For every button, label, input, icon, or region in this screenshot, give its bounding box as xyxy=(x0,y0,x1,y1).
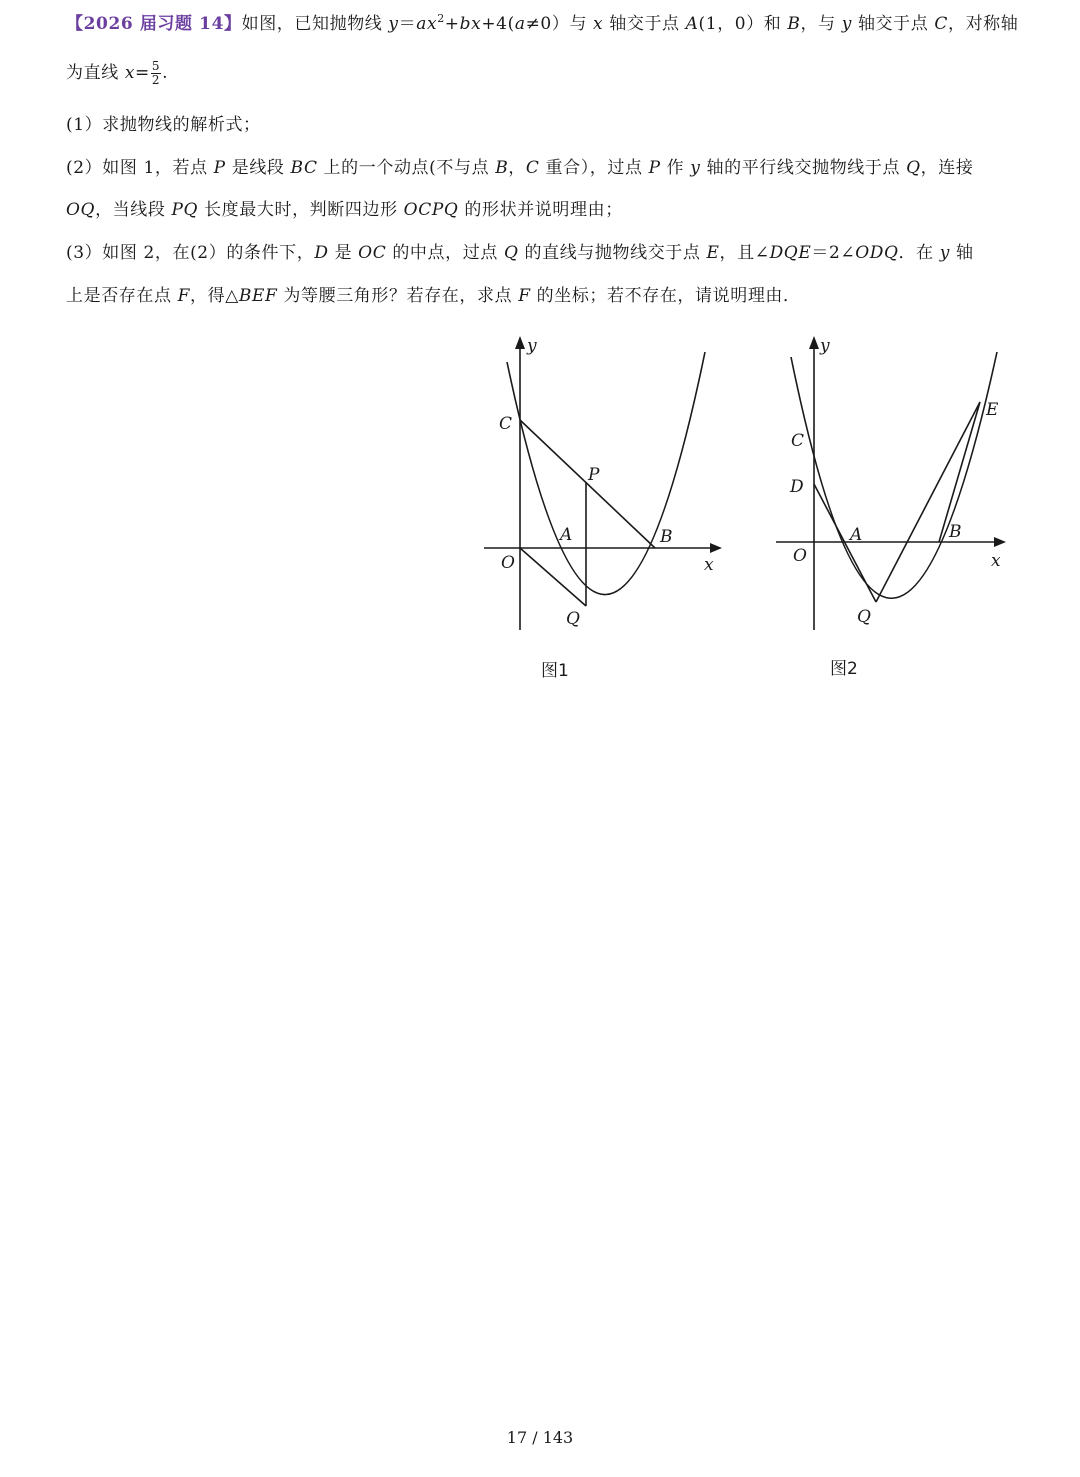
q2-text-f: 作 xyxy=(660,158,691,178)
eq-ne: ≠0）与 xyxy=(525,14,594,34)
axis-x: x xyxy=(124,63,135,83)
eq-sq: 2 xyxy=(437,12,445,25)
q3-text-l2a: 上是否存在点 xyxy=(66,286,178,306)
eq-bx: bx xyxy=(459,14,482,34)
q3-text-c: 的中点，过点 xyxy=(386,243,504,263)
q3-q: Q xyxy=(503,243,519,263)
q3-e: E xyxy=(706,243,720,263)
figure-1-caption: 图1 xyxy=(541,661,569,681)
question-3-line-1 xyxy=(66,241,974,265)
problem-line-2 xyxy=(66,60,168,87)
fig2-segment-be xyxy=(939,402,980,542)
q2-text-l2c: 的形状并说明理由； xyxy=(458,200,623,220)
intro-d: 轴交于点 xyxy=(851,14,935,34)
eq-a: a xyxy=(514,14,526,34)
fig1-label-x: x xyxy=(704,555,714,575)
q2-text-l2b: 长度最大时，判断四边形 xyxy=(198,200,404,220)
fig2-segment-dq xyxy=(814,484,876,602)
q3-text-l2c: 为等腰三角形？若存在，求点 xyxy=(277,286,519,306)
q1-text: (1）求抛物线的解析式； xyxy=(66,115,261,135)
q3-text-f: ＝2∠ xyxy=(811,243,856,263)
fig2-label-o: O xyxy=(793,546,807,566)
q2-b: B xyxy=(495,158,509,178)
q2-text-h: ，连接 xyxy=(920,158,974,178)
q2-ocpq: OCPQ xyxy=(403,200,459,220)
fig1-label-q: Q xyxy=(566,609,580,629)
fig2-label-q: Q xyxy=(857,607,871,627)
q3-text-e: ，且∠ xyxy=(719,243,770,263)
q3-text-g: ．在 xyxy=(898,243,940,263)
q2-text-a: (2）如图 1，若点 xyxy=(66,158,214,178)
q2-oq: OQ xyxy=(66,200,96,220)
q3-odq: ODQ xyxy=(855,243,899,263)
q2-y: y xyxy=(690,158,701,178)
q2-text-e: 重合），过点 xyxy=(539,158,649,178)
q3-text-d: 的直线与抛物线交于点 xyxy=(518,243,707,263)
axis-eq: = xyxy=(135,63,150,83)
fig2-label-a: A xyxy=(850,525,863,545)
fig1-label-a: A xyxy=(560,525,573,545)
figure-2-caption: 图2 xyxy=(830,659,858,679)
q2-pq: PQ xyxy=(171,200,199,220)
pt-a: A xyxy=(685,14,699,34)
q3-y: y xyxy=(939,243,950,263)
q3-text-b: 是 xyxy=(328,243,359,263)
problem-intro-a: 如图，已知抛物线 xyxy=(241,14,389,34)
eq-ax: ax xyxy=(416,14,438,34)
q2-c: C xyxy=(525,158,540,178)
fig2-x-arrow xyxy=(994,537,1006,547)
q2-p2: P xyxy=(648,158,661,178)
q2-bc: BC xyxy=(290,158,318,178)
fig1-label-o: O xyxy=(501,553,515,573)
eq-four: +4( xyxy=(481,14,515,34)
page-number: 17 / 143 xyxy=(506,1428,574,1447)
q2-p: P xyxy=(213,158,226,178)
eq-plus: + xyxy=(444,14,460,34)
y-var: y xyxy=(841,14,852,34)
q2-text-b: 是线段 xyxy=(225,158,291,178)
q3-text-h: 轴 xyxy=(949,243,974,263)
axis-text: 为直线 xyxy=(66,63,125,83)
intro-e: ，对称轴 xyxy=(947,14,1019,34)
q3-text-a: (3）如图 2，在(2）的条件下， xyxy=(66,243,315,263)
question-2-line-1 xyxy=(66,156,973,180)
eq-eq: ＝ xyxy=(398,14,417,34)
q3-oc: OC xyxy=(358,243,387,263)
coord-a: (1，0）和 xyxy=(698,14,788,34)
fig2-y-arrow xyxy=(809,336,819,349)
q3-d: D xyxy=(314,243,329,263)
q2-text-c: 上的一个动点(不与点 xyxy=(317,158,496,178)
q3-f2: F xyxy=(518,286,531,306)
fig2-label-b: B xyxy=(949,522,962,542)
q3-f: F xyxy=(177,286,191,306)
fig1-y-arrow xyxy=(515,336,525,349)
q3-bef: BEF xyxy=(238,286,278,306)
frac-num: 5 xyxy=(151,59,161,73)
q3-text-l2b: ，得△ xyxy=(190,286,239,306)
fig1-label-b: B xyxy=(660,527,673,547)
fig1-label-c: C xyxy=(499,414,513,434)
fig2-label-x: x xyxy=(991,551,1001,571)
fig2-label-c: C xyxy=(791,431,805,451)
fig1-x-arrow xyxy=(710,543,722,553)
eq-y: y xyxy=(388,14,399,34)
fig2-label-e: E xyxy=(986,400,999,420)
pt-c: C xyxy=(934,14,948,34)
intro-b: 轴交于点 xyxy=(603,14,686,34)
figure-2 xyxy=(765,325,1015,655)
x-var: x xyxy=(593,14,604,34)
q3-dqe: DQE xyxy=(769,243,812,263)
fig1-segment-oq xyxy=(520,548,586,606)
fig2-label-d: D xyxy=(790,477,804,497)
figure-1 xyxy=(470,325,740,655)
fig1-label-p: P xyxy=(588,465,600,485)
question-1 xyxy=(66,113,261,137)
q2-text-d: ， xyxy=(508,158,526,178)
fig1-label-y: y xyxy=(527,336,537,356)
question-3-line-2 xyxy=(66,284,801,308)
fraction-five-halves xyxy=(151,60,161,87)
q2-text-g: 轴的平行线交抛物线于点 xyxy=(700,158,907,178)
problem-line-1 xyxy=(66,12,1018,36)
q2-q: Q xyxy=(906,158,921,178)
frac-den: 2 xyxy=(151,73,161,87)
fig2-parabola xyxy=(791,352,997,598)
q2-text-l2a: ，当线段 xyxy=(95,200,172,220)
fig1-parabola xyxy=(507,352,705,595)
fig2-label-y: y xyxy=(820,336,830,356)
q3-text-l2d: 的坐标；若不存在，请说明理由． xyxy=(530,286,801,306)
fig2-segment-qe xyxy=(876,402,980,602)
problem-tag: 【2026 届习题 14】 xyxy=(66,14,242,34)
intro-c: ，与 xyxy=(800,14,842,34)
pt-b: B xyxy=(787,14,801,34)
question-2-line-2 xyxy=(66,198,623,222)
axis-end: . xyxy=(162,63,169,83)
